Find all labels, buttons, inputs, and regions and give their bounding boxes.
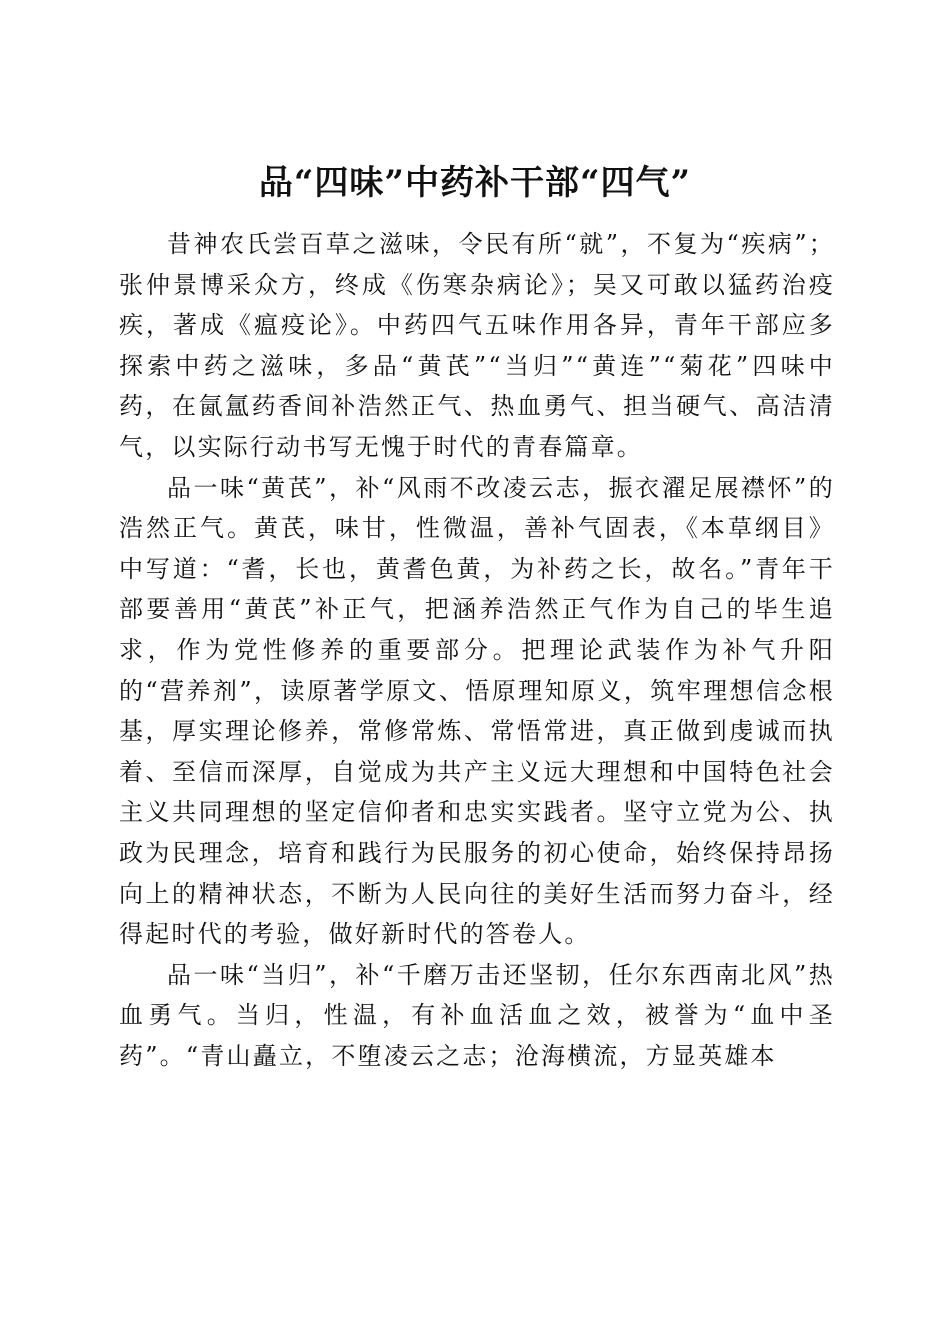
- paragraph-intro: 昔神农氏尝百草之滋味，令民有所“就”，不复为“疾病”；张仲景博采众方，终成《伤寒杂病论》；吴又可敢以猛药治疫疾，著成《瘟疫论》。中药四气五味作用各异，青年干部应多探索中药之滋味，多品“黄芪”“当归”“黄连”“菊花”四味中药，在氤氲药香间补浩然正气、热血勇气、担当硬气、高洁清气，以实际行动书写无愧于时代的青春篇章。: [119, 230, 835, 461]
- document-body: [119, 224, 835, 1076]
- paragraph-danggui: 品一味“当归”，补“千磨万击还坚韧，任尔东西南北风”热血勇气。当归，性温，有补血活血之效，被誉为“血中圣药”。“青山矗立，不堕凌云之志；沧海横流，方显英雄本: [119, 960, 835, 1070]
- document-title: 品“四味”中药补干部“四气”: [258, 162, 692, 203]
- paragraph-huangqi: 品一味“黄芪”，补“风雨不改凌云志，振衣濯足展襟怀”的浩然正气。黄芪，味甘，性微温，善补气固表，《本草纲目》中写道：“耆，长也，黄耆色黄，为补药之长，故名。”青年干部要善用“黄芪”补正气，把涵养浩然正气作为自己的毕生追求，作为党性修养的重要部分。把理论武装作为补气升阳的“营养剂”，读原著学原文、悟原理知原义，筑牢理想信念根基，厚实理论修养，常修常炼、常悟常进，真正做到虔诚而执着、至信而深厚，自觉成为共产主义远大理想和中国特色社会主义共同理想的坚定信仰者和忠实实践者。坚守立党为公、执政为民理念，培育和践行为民服务的初心使命，始终保持昂扬向上的精神状态，不断为人民向往的美好生活而努力奋斗，经得起时代的考验，做好新时代的答卷人。: [119, 473, 835, 949]
